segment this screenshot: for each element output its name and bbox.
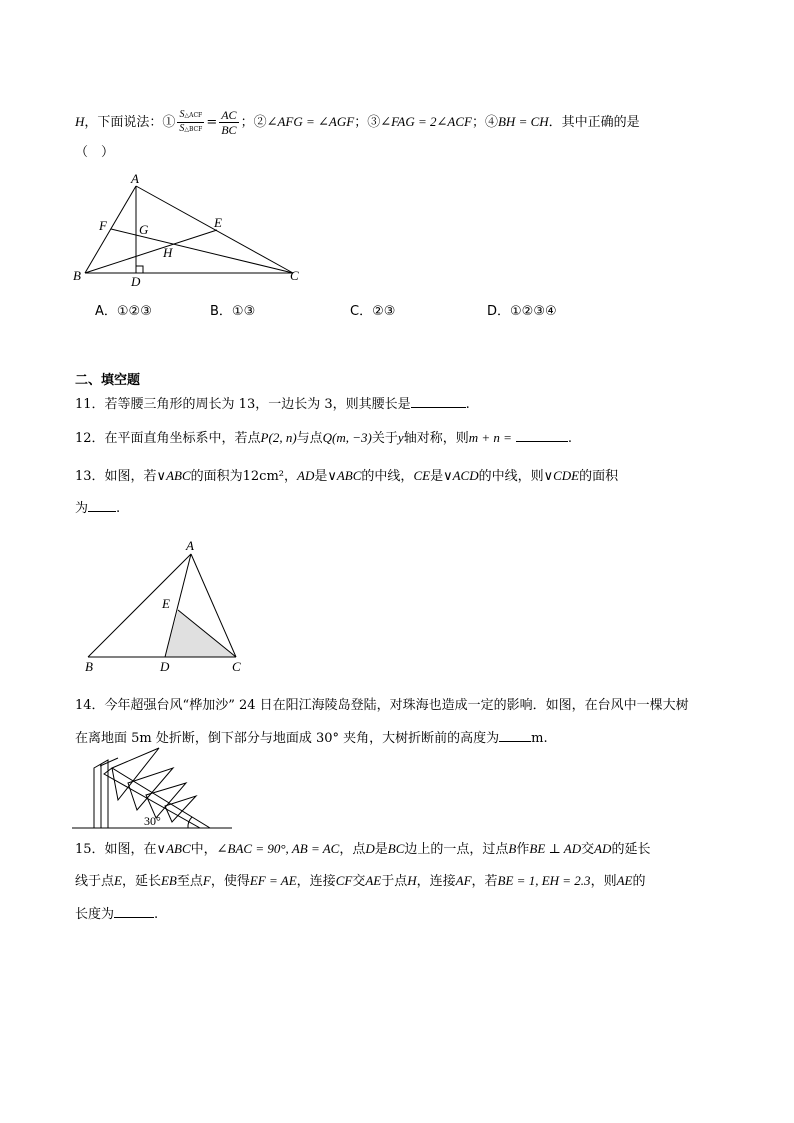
q15-end: . xyxy=(154,907,159,922)
q15-eq: EF = AE xyxy=(249,873,297,888)
q13-acd: ACD xyxy=(452,468,479,483)
q12-prefix: 12．在平面直角坐标系中，若点 xyxy=(75,431,261,446)
q15-2j: ，则 xyxy=(590,874,617,889)
q15-ae2: AE xyxy=(616,873,633,888)
sep-3: ； xyxy=(471,115,485,130)
q13-f: 的中线，则∨ xyxy=(478,469,554,484)
crown-base xyxy=(100,758,118,766)
q15-2h: ，连接 xyxy=(416,874,456,889)
q15-fpt: F xyxy=(202,873,211,888)
q15-2g: 于点 xyxy=(381,874,408,889)
q15-2a: 线于点 xyxy=(75,874,115,889)
label-c: C xyxy=(290,268,299,283)
q13-abc2: ABC xyxy=(336,468,362,483)
q15-a: 15．如图，在∨ xyxy=(75,842,167,857)
label-g: G xyxy=(139,222,149,237)
q15-g: 交 xyxy=(581,842,595,857)
label-d: D xyxy=(131,274,141,289)
q15-2d: ，使得 xyxy=(210,874,250,889)
label-c-2: C xyxy=(232,659,241,674)
q10-s2-text: ∠AFG = ∠AGF xyxy=(266,114,355,129)
q13-b: 的面积为12cm²， xyxy=(190,469,297,484)
q13-line2-text: 为 xyxy=(75,501,89,516)
q10-tail: ．其中正确的是 xyxy=(548,115,640,130)
q14-line1: 14．今年超强台风“桦加沙” 24 日在阳江海陵岛登陆，对珠海也造成一定的影响．如图，在台风中一棵大树 xyxy=(75,698,689,713)
q15-cond1: ∠BAC = 90°, AB = AC xyxy=(216,841,340,856)
q10-option-c[interactable]: C．②③ xyxy=(350,304,396,319)
q15-bpt: B xyxy=(508,841,517,856)
label-b-2: B xyxy=(85,659,93,674)
q15-eb: EB xyxy=(160,873,177,888)
q15-answer-blank[interactable] xyxy=(114,905,154,918)
label-h: H xyxy=(163,245,173,260)
q14-line2-text: 在离地面 5m 处折断，倒下部分与地面成 30° 夹角，大树折断前的高度为 xyxy=(75,731,500,746)
q15-perp: BE ⊥ AD xyxy=(529,841,582,856)
q15-f: 作 xyxy=(516,842,530,857)
q15-h: 的延长 xyxy=(611,842,651,857)
q15-b: 中， xyxy=(190,842,217,857)
sep-2: ； xyxy=(354,115,368,130)
q12-point-p: P(2, n) xyxy=(260,430,297,445)
label-e-2: E xyxy=(162,596,170,611)
q15-ae: AE xyxy=(365,873,382,888)
q15-bc: BC xyxy=(387,841,405,856)
q10-s3-text: ∠FAG = 2∠ACF xyxy=(380,114,472,129)
q10-s4-text: BH = CH xyxy=(497,114,549,129)
q15-cond2: BE = 1, EH = 2.3 xyxy=(497,873,591,888)
q12-point-q: Q(m, −3) xyxy=(322,430,372,445)
q13-end: . xyxy=(116,501,121,516)
q15-2e: ，连接 xyxy=(296,874,336,889)
q15-2i: ，若 xyxy=(471,874,498,889)
q12-expr: m + n = xyxy=(468,430,512,445)
q15-line3 xyxy=(75,905,158,924)
q15-e: 边上的一点，过点 xyxy=(404,842,509,857)
q15-line2 xyxy=(75,872,645,891)
q15-2f: 交 xyxy=(352,874,366,889)
q14-end: . xyxy=(543,731,548,746)
q15-c: ，点 xyxy=(339,842,366,857)
q15-d: D xyxy=(365,841,375,856)
q12-mid2: 关于 xyxy=(371,431,398,446)
q12-end: . xyxy=(567,431,573,446)
sep-1: ； xyxy=(240,115,254,130)
frac-den-sub: △BCF xyxy=(184,126,203,133)
label-a-2: A xyxy=(186,538,194,553)
frac-ac: AC xyxy=(221,108,237,122)
q13-abc: ABC xyxy=(166,468,191,483)
q15-dtext: 是 xyxy=(374,842,388,857)
q13-e: 是∨ xyxy=(430,469,453,484)
q15-ept: E xyxy=(114,873,122,888)
q10-s1-eq: = xyxy=(206,115,218,130)
frac-num-sub: △ACF xyxy=(184,112,203,119)
q11-text: 11．若等腰三角形的周长为 13，一边长为 3，则其腰长是 xyxy=(75,397,411,412)
q12-axis: y xyxy=(397,430,404,445)
q15-af: AF xyxy=(455,873,472,888)
q11-end: . xyxy=(465,397,470,412)
q10-s4-mark: ④ xyxy=(484,115,498,130)
q15-line3-text: 长度为 xyxy=(75,907,115,922)
q14-unit: m xyxy=(531,731,544,746)
q10-option-b[interactable]: B．①③ xyxy=(210,304,256,319)
q10-lead: H xyxy=(75,114,85,129)
q13-d: 的中线， xyxy=(361,469,414,484)
frac-den-s: S xyxy=(179,123,185,134)
q15-cf: CF xyxy=(335,873,353,888)
q10-s3-mark: ③ xyxy=(367,115,381,130)
q13-ce: CE xyxy=(413,468,431,483)
q10-option-a[interactable]: A．①②③ xyxy=(95,304,152,319)
q10-intro: ，下面说法： xyxy=(84,115,163,130)
q15-2b: ，延长 xyxy=(121,874,161,889)
q13-cde: CDE xyxy=(553,468,580,483)
frac-num-s: S xyxy=(179,109,185,120)
q10-s1-mark: ① xyxy=(162,115,176,130)
label-e: E xyxy=(214,215,222,230)
q15-hpt: H xyxy=(407,873,417,888)
label-a: A xyxy=(131,171,139,186)
q15-2k: 的 xyxy=(632,874,646,889)
q15-abc: ABC xyxy=(166,841,191,856)
q10-option-d[interactable]: D．①②③④ xyxy=(487,304,557,319)
label-d-2: D xyxy=(160,659,170,674)
q13-g: 的面积 xyxy=(579,469,619,484)
q15-2c: 至点 xyxy=(176,874,203,889)
frac-bc: BC xyxy=(221,123,237,137)
q10-paren: （ ） xyxy=(75,145,115,160)
label-b: B xyxy=(73,268,81,283)
section-title: 二、填空题 xyxy=(75,373,141,388)
angle-label: 30° xyxy=(144,814,161,828)
q15-ad: AD xyxy=(594,841,612,856)
q15-line1 xyxy=(75,840,650,859)
label-f: F xyxy=(99,218,107,233)
q13-ad: AD xyxy=(297,468,315,483)
q12-mid: 与点 xyxy=(296,431,323,446)
q13-c: 是∨ xyxy=(314,469,337,484)
q12-mid3: 轴对称，则 xyxy=(403,431,469,446)
q10-s2-mark: ② xyxy=(253,115,267,130)
q13-a: 13．如图，若∨ xyxy=(75,469,167,484)
